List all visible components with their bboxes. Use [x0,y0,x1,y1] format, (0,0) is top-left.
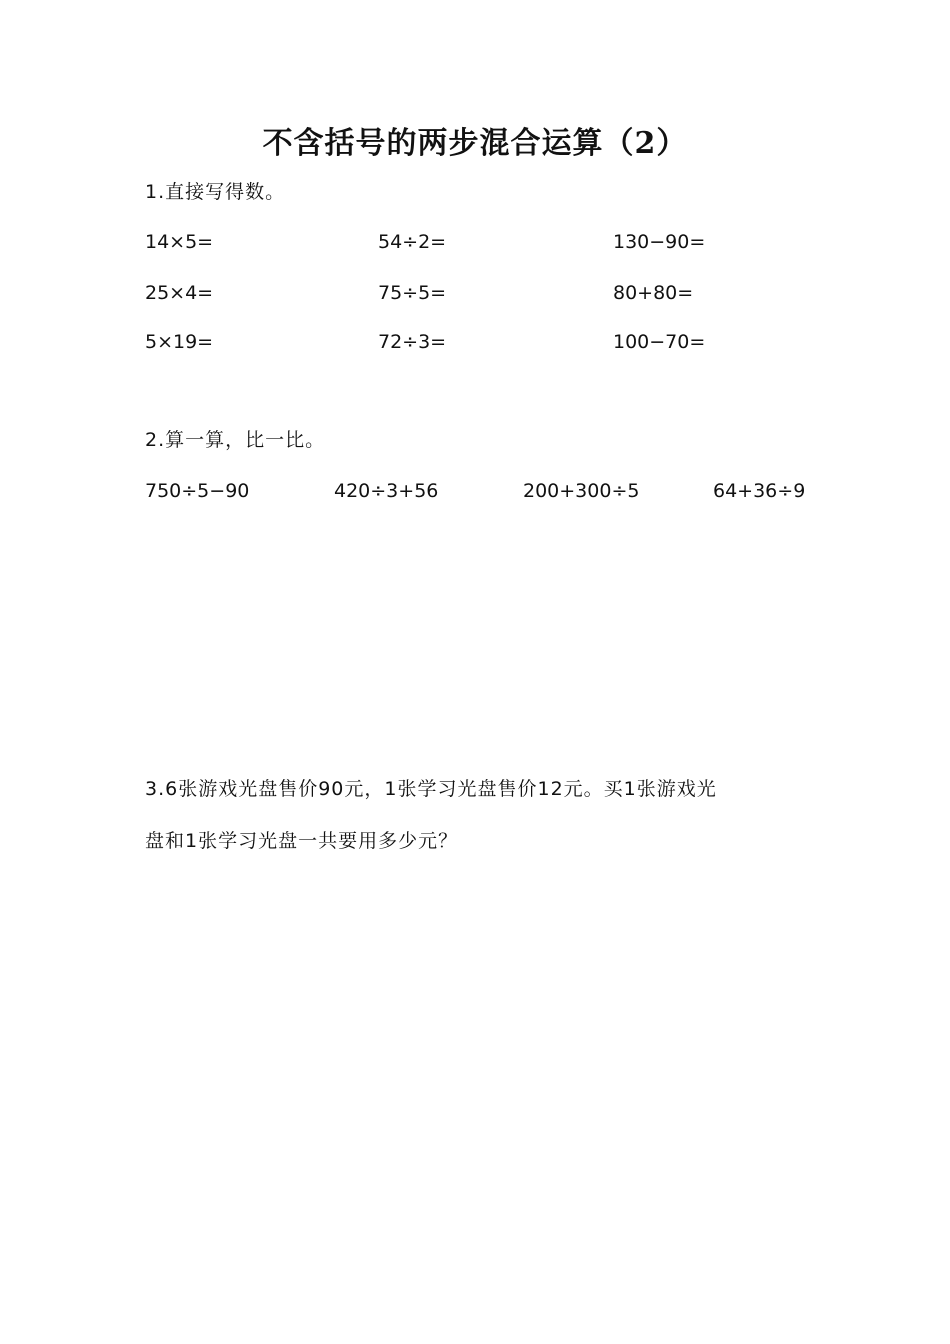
page-title: 不含括号的两步混合运算（2） [262,126,688,161]
oral-calc-item: 54÷2= [378,231,447,253]
word-problem-line-1: 3.6张游戏光盘售价90元，1张学习光盘售价12元。买1张游戏光 [145,778,717,800]
oral-calc-item: 130−90= [613,231,706,253]
mixed-calc-item: 420÷3+56 [334,480,439,502]
mixed-calc-item: 750÷5−90 [145,480,250,502]
section-2-heading: 2.算一算，比一比。 [145,429,326,451]
word-problem-line-2: 盘和1张学习光盘一共要用多少元？ [145,830,459,852]
oral-calc-item: 5×19= [145,331,214,353]
oral-calc-item: 100−70= [613,331,706,353]
oral-calc-item: 75÷5= [378,282,447,304]
word-problem [145,763,825,867]
section-1-heading: 1.直接写得数。 [145,181,286,203]
mixed-calc-item: 64+36÷9 [713,480,806,502]
oral-calc-item: 14×5= [145,231,214,253]
oral-calc-item: 80+80= [613,282,694,304]
oral-calc-item: 25×4= [145,282,214,304]
oral-calc-item: 72÷3= [378,331,447,353]
mixed-calc-item: 200+300÷5 [523,480,640,502]
